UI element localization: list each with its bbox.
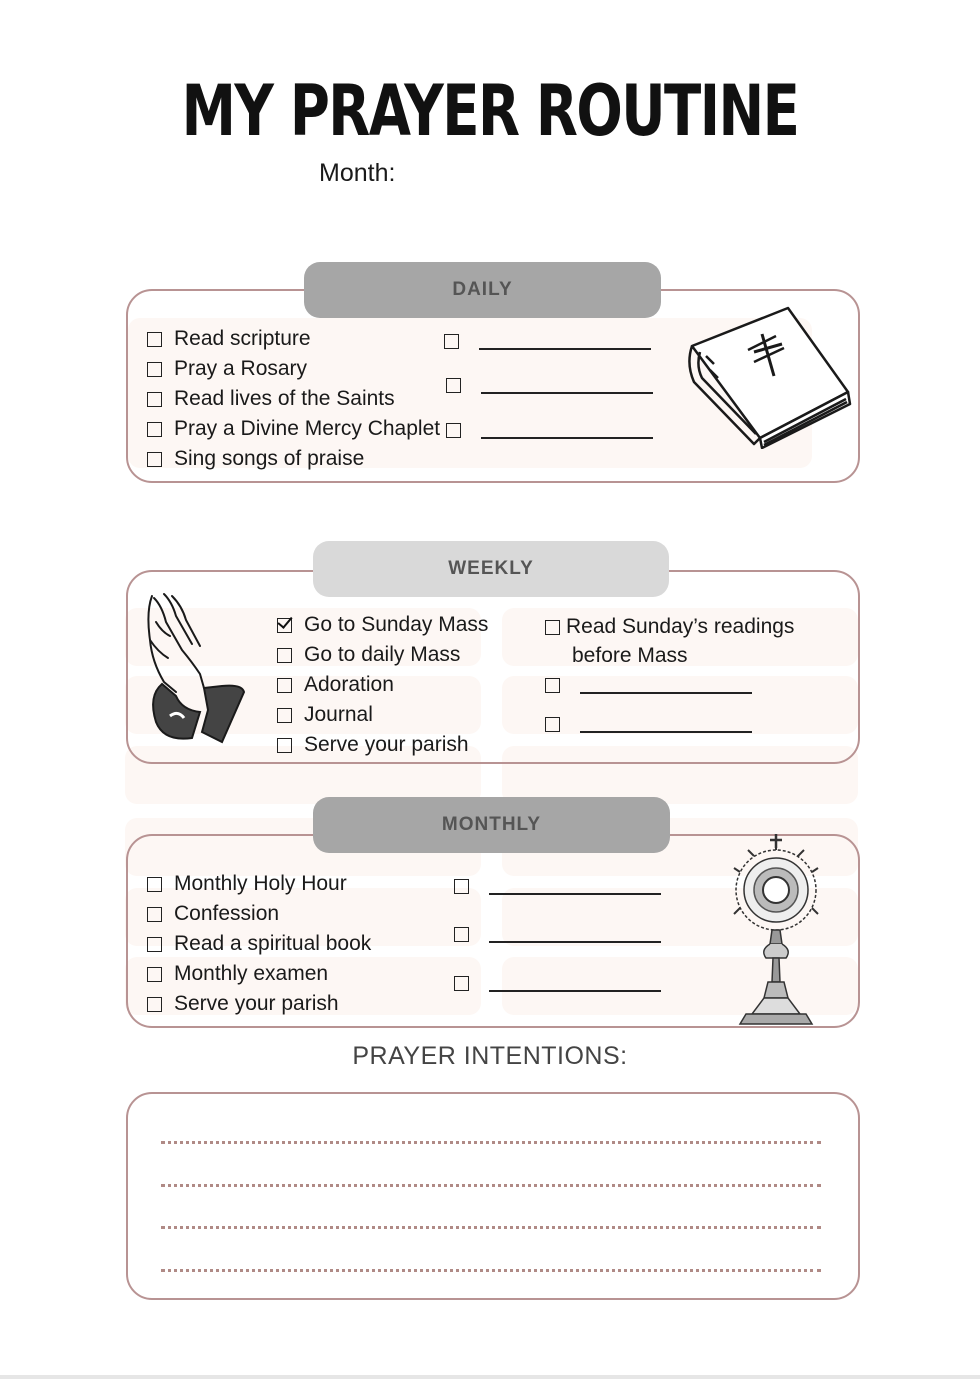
checkbox-icon[interactable] (277, 708, 292, 723)
bible-icon (684, 304, 854, 449)
write-in-line[interactable] (489, 893, 661, 895)
write-in-line[interactable] (580, 692, 752, 694)
daily-item-label: Pray a Divine Mercy Chaplet (174, 417, 441, 440)
write-in-line[interactable] (479, 348, 651, 350)
monthly-header: MONTHLY (313, 797, 670, 853)
daily-item-label: Sing songs of praise (174, 447, 365, 470)
daily-item[interactable] (147, 444, 440, 474)
daily-header: DAILY (304, 262, 661, 318)
monthly-blank-item[interactable] (454, 871, 661, 901)
monthly-item[interactable] (147, 869, 371, 899)
daily-list (147, 324, 440, 474)
checkbox-icon[interactable] (147, 967, 162, 982)
prayer-intentions-title: PRAYER INTENTIONS: (352, 1042, 628, 1070)
weekly-item[interactable] (277, 610, 488, 640)
checkbox-icon[interactable] (147, 452, 162, 467)
daily-blank-item[interactable] (446, 415, 653, 445)
monthly-item[interactable] (147, 989, 371, 1019)
monthly-item[interactable] (147, 959, 371, 989)
monthly-item-label: Read a spiritual book (174, 932, 372, 955)
weekly-header: WEEKLY (313, 541, 669, 597)
write-in-line[interactable] (580, 731, 752, 733)
praying-hands-icon (142, 592, 250, 744)
checked-checkbox-icon[interactable] (277, 618, 292, 633)
checkbox-icon[interactable] (277, 738, 292, 753)
checkbox-icon[interactable] (147, 997, 162, 1012)
weekly-item-label: Go to Sunday Mass (304, 613, 489, 636)
weekly-blank-item[interactable] (545, 670, 752, 700)
write-in-line[interactable] (489, 990, 661, 992)
page-title: MY PRAYER ROUTINE (181, 70, 799, 152)
weekly-item[interactable] (277, 640, 488, 670)
checkbox-icon[interactable] (147, 332, 162, 347)
intention-line[interactable] (161, 1226, 821, 1229)
checkbox-icon[interactable] (147, 937, 162, 952)
weekly-item-label: Journal (304, 703, 373, 726)
weekly-blank-item[interactable] (545, 709, 752, 739)
intention-line[interactable] (161, 1141, 821, 1144)
checkbox-icon[interactable] (147, 362, 162, 377)
checkbox-icon[interactable] (454, 927, 469, 942)
daily-item-label: Pray a Rosary (174, 357, 308, 380)
monthly-item-label: Serve your parish (174, 992, 339, 1015)
daily-item-label: Read scripture (174, 327, 311, 350)
daily-blank-item[interactable] (446, 370, 653, 400)
write-in-line[interactable] (481, 392, 653, 394)
monthly-item-label: Monthly Holy Hour (174, 872, 347, 895)
checkbox-icon[interactable] (545, 620, 560, 635)
checkbox-icon[interactable] (147, 392, 162, 407)
checkbox-icon[interactable] (545, 678, 560, 693)
monthly-item-label: Confession (174, 902, 280, 925)
month-label: Month: (319, 159, 396, 187)
checkbox-icon[interactable] (147, 422, 162, 437)
checkbox-icon[interactable] (147, 907, 162, 922)
write-in-line[interactable] (481, 437, 653, 439)
weekly-item-continuation: before Mass (572, 644, 688, 667)
weekly-item-label: Adoration (304, 673, 394, 696)
monthly-blank-item[interactable] (454, 919, 661, 949)
daily-item[interactable] (147, 324, 440, 354)
write-in-line[interactable] (489, 941, 661, 943)
checkbox-icon[interactable] (446, 378, 461, 393)
weekly-item[interactable] (277, 670, 488, 700)
weekly-item-label: Serve your parish (304, 733, 469, 756)
weekly-item[interactable] (545, 612, 794, 642)
checkbox-icon[interactable] (277, 678, 292, 693)
checkbox-icon[interactable] (545, 717, 560, 732)
weekly-item[interactable] (277, 700, 488, 730)
weekly-list (277, 610, 488, 760)
daily-item[interactable] (147, 384, 440, 414)
checkbox-icon[interactable] (147, 877, 162, 892)
monthly-item[interactable] (147, 899, 371, 929)
weekly-item-label: Read Sunday’s readings (566, 615, 795, 638)
intention-line[interactable] (161, 1269, 821, 1272)
checkbox-icon[interactable] (277, 648, 292, 663)
monthly-item[interactable] (147, 929, 371, 959)
checkbox-icon[interactable] (446, 423, 461, 438)
daily-blank-item[interactable] (444, 326, 651, 356)
intention-line[interactable] (161, 1184, 821, 1187)
weekly-item[interactable] (277, 730, 488, 760)
checkbox-icon[interactable] (454, 976, 469, 991)
checkbox-icon[interactable] (454, 879, 469, 894)
daily-item-label: Read lives of the Saints (174, 387, 395, 410)
monthly-item-label: Monthly examen (174, 962, 329, 985)
checkbox-icon[interactable] (444, 334, 459, 349)
monstrance-icon (730, 832, 822, 1028)
daily-item[interactable] (147, 354, 440, 384)
monthly-blank-item[interactable] (454, 968, 661, 998)
page-bottom-edge (0, 1375, 980, 1379)
weekly-item-label: Go to daily Mass (304, 643, 461, 666)
monthly-list (147, 869, 371, 1019)
daily-item[interactable] (147, 414, 440, 444)
